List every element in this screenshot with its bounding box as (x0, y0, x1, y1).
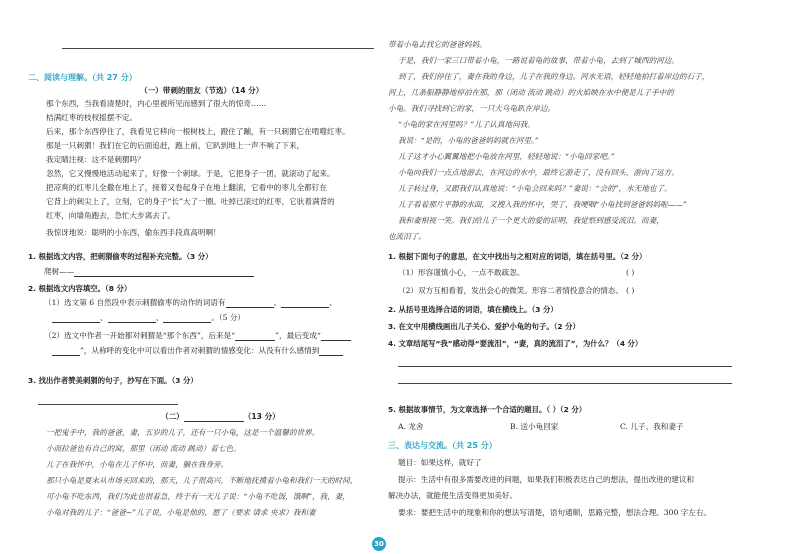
q2-1-blank[interactable] (226, 299, 274, 308)
q2-2-text: （2）选文中作者一开始都对刺猬是“那个东西”，后来是“ (44, 331, 236, 340)
question-1: 1. 根据选文内容，把刺猬偷枣的过程补充完整。（3 分） (28, 252, 213, 261)
q2-1-blank[interactable] (108, 314, 156, 323)
passage-line: 可小龟不吃东西，我们为此也很着急，终于有一天儿子说：“小龟不吃饭，饿啊”，我，妻， (46, 492, 350, 501)
right-column (388, 0, 744, 554)
q2-2-text: ”，最后变成“ (275, 331, 321, 340)
passage-line: 儿子看着那片平静的水面，又搜入我的怀中，哭了，我哽咽“小龟找到爸爸妈妈啦——” (398, 200, 687, 209)
passage2-title-text: （二） (161, 412, 184, 421)
passage-line: 那是一只刺猬！我们在它的后面追赶，跑上前，它趴到地上一声不响了下来， (46, 141, 305, 150)
passage-line: 我惊讶地说：聪明的小东西，偷东西手段真高明啊！ (46, 228, 221, 237)
passage-line: 后来，那个东西停住了，我看见它移向一根树枝上，蹬住了蹦，有一只刺猬它在啃噬红枣。 (46, 127, 350, 136)
passage-line: 到了，我们停住了，妻在我的身边，儿子在我的身边。河水无语，轻轻地拍打着岸边的石子， (398, 72, 710, 81)
q1-answer (44, 267, 254, 277)
passage-line: 我说：“是的，小龟的爸爸妈妈就在河里。” (398, 136, 539, 145)
question-5: 5. 根据故事情节，为文章选择一个合适的题目。（ ）（2 分） (388, 405, 587, 414)
q2-2-blank[interactable] (235, 332, 275, 341)
q1-2-answer-box[interactable]: ( ) (626, 286, 635, 295)
q2-2 (44, 331, 351, 341)
passage-line: 它背上的刺尖上了，立刻，它的身子“长”大了一圈。吐掉已滚过的红枣，它驮着满背的 (46, 197, 335, 206)
passage-line: “小龟的家在河里吗？”儿子认真地问我。 (398, 120, 535, 129)
passage-line: 我定睛注视：这不是刺猬吗？ (46, 155, 145, 164)
passage2-title-blank[interactable] (184, 413, 244, 422)
q1-start-label: 爬树—— (44, 267, 75, 276)
q2-2-cont (52, 346, 343, 356)
question-2: 2. 根据选文内容填空。（8 分） (28, 284, 132, 293)
passage-line: 也流泪了。 (388, 232, 426, 241)
q2-2-blank[interactable] (319, 347, 343, 356)
passage-line: 我和妻相视一笑。我们给儿子一个更大的爱的证明，我觉察到感受流泪。而妻， (398, 216, 664, 225)
passage-line: 带着小龟去找它的爸爸妈妈。 (388, 40, 487, 49)
answer-line[interactable] (398, 366, 732, 367)
question-2: 2. 从括号里选择合适的词语，填在横线上。（3 分） (388, 305, 558, 314)
passage-line: 于是，我们一家三口带着小龟，一路说着龟的故事，带着小龟，去到了城西的河边。 (398, 56, 679, 65)
passage-line: 那只小龟是夏末从市场买回来的，那天，儿子很高兴，不断地抚摸着小龟和我们一天的时间， (46, 476, 358, 485)
passage-line: 小而拉爸也有自己的窝，那里（闭动 流动 跳动）着七色。 (46, 444, 241, 453)
s3-tip: 提示：生活中有很多需要改进的问题，如果我们积极表达自己的想法，提出改进的建议和 (398, 475, 695, 484)
section3-title: 三、表达与交流。（共 25 分） (388, 441, 497, 450)
q5-option-b[interactable]: B. 送小龟回家 (510, 422, 559, 431)
passage-line: 儿子转过身，又跟我们认真地说：“小龟会回来吗？”妻说：“会的”，水无地也了。 (398, 184, 672, 193)
question-4: 4. 文章结尾写“我”感动得“要流泪”，“妻，真的流泪了”，为什么？（4 分） (388, 339, 643, 348)
passage-line: 儿子在我怀中，小龟在儿子怀中，而妻，躺在我身旁。 (46, 460, 229, 469)
passage-line: 儿子这才小心翼翼地把小龟放在河里，轻轻地说：“小龟回家吧。” (398, 152, 615, 161)
answer-line[interactable] (38, 404, 178, 405)
q2-1-blank[interactable] (281, 299, 329, 308)
q2-2-blank[interactable] (52, 347, 80, 356)
left-column (28, 0, 388, 554)
q2-1-blank[interactable] (163, 314, 211, 323)
question-3: 3. 找出作者赞美刺猬的句子，抄写在下面。（3 分） (28, 376, 198, 385)
passage-line: 那个东西，当我看清楚时，内心里被所见而感到了很大的惊奇…… (46, 99, 267, 108)
passage-line: 忽然，它又慢慢地活动起来了，好像一个刺球。于是，它把身子一团，就滚动了起来。 (46, 169, 335, 178)
q1-1-answer-box[interactable]: ( ) (626, 268, 635, 277)
q2-1-text: （1）选文第 6 自然段中表示刺猬偷枣的动作的词语有 (44, 298, 226, 307)
passage2-points: （13 分） (243, 412, 280, 421)
q5-option-c[interactable]: C. 儿子、我和妻子 (620, 422, 684, 431)
passage-line: 小龟向我们一点点地游去，在河边的水中，最终它游走了，没有回头，游向了远方。 (398, 168, 679, 177)
answer-line[interactable] (62, 48, 374, 49)
q1-1: （1）形容谨慎小心，一点不敢疏忽。 (398, 268, 525, 277)
page-number-badge: 30 (372, 537, 386, 551)
s3-requirements: 要求：要把生活中的现象和你的想法写清楚，语句通顺，思路完整，想法合理。300 字左右。 (398, 508, 712, 517)
passage-line: 河上，几条船静静地停泊在那，那（闭动 流动 跳动）的火焰映在水中便是儿子手中的 (388, 88, 674, 97)
passage-line: 红枣，向墙角跑去，急忙大步离去了。 (46, 211, 176, 220)
q2-2-text: ”，从称呼的变化中可以看出作者对刺猬的情感变化：从没有什么感情到 (80, 346, 320, 355)
q2-2-blank[interactable] (321, 332, 351, 341)
passage-line: 桔满红枣的枝杈摇摆不定。 (46, 113, 138, 122)
section2-title: 二、阅读与理解。（共 27 分） (28, 73, 137, 82)
passage1-title: （一）带刺的朋友（节选）（14 分） (140, 86, 264, 95)
q1-2: （2）双方互相看着，发出会心的微笑。形容二者情投意合的情态。 (398, 286, 624, 295)
passage-line: 小龟。我们寻找到它的家，一只大乌龟趴在岸边。 (388, 104, 556, 113)
question-1: 1. 根据下面句子的意思，在文中找出与之相对应的词语，填在括号里。（2 分） (388, 252, 647, 261)
passage-line: 把凉爽的红枣儿全撒在地上了，接着又卷起身子在地上翻滚，它看中的枣儿全都钉在 (46, 183, 327, 192)
q1-answer-blank[interactable] (74, 268, 254, 277)
passage2-title (161, 412, 280, 422)
s3-tip: 解决办法，就能使生活变得更加美好。 (388, 491, 518, 500)
q2-1: （1）选文第 6 自然段中表示刺猬偷枣的动作的词语有 、 、 (44, 298, 337, 307)
answer-line[interactable] (398, 383, 732, 384)
passage-line: 一把鬼手中，我的爸爸，妻，五岁的儿子，还有一只小龟，这是一个温馨的世界。 (46, 428, 320, 437)
s3-topic: 题目：如果这样，就好了 (398, 458, 482, 467)
q2-1-blank[interactable] (52, 314, 100, 323)
q2-1-cont: 、 、 。（5 分） (52, 313, 245, 323)
q5-option-a[interactable]: A. 龙舍 (398, 422, 424, 431)
q2-1-points: 。（5 分） (211, 313, 246, 322)
question-3: 3. 在文中用横线画出儿子关心、爱护小龟的句子。（2 分） (388, 322, 580, 331)
passage-line: 小龟对我的儿子：“爸爸~”儿子说，小龟是他的，愿了（要求 请求 央求）我和妻 (46, 508, 316, 517)
